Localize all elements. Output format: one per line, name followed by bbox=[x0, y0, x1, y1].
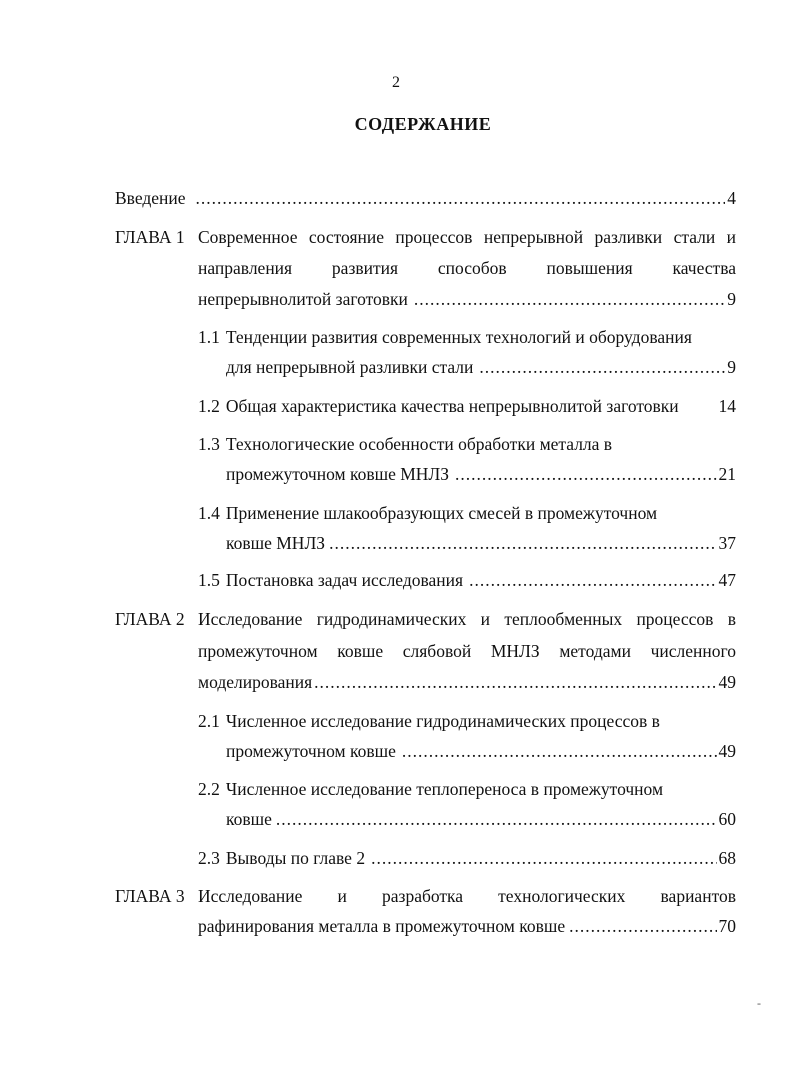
toc-chapter-1-cont bbox=[0, 255, 792, 281]
dot-leader bbox=[455, 461, 716, 487]
toc-section-1-1[interactable] bbox=[0, 324, 792, 350]
toc-section-1-2[interactable] bbox=[0, 393, 792, 419]
dot-leader bbox=[196, 185, 726, 211]
toc-page-number: 49 bbox=[718, 672, 736, 692]
section-title-line: Численное исследование гидродинамических процессов в bbox=[225, 711, 660, 731]
toc-chapter-2-last[interactable] bbox=[0, 669, 792, 695]
chapter-label: ГЛАВА 1 bbox=[115, 227, 185, 247]
dot-leader bbox=[371, 845, 716, 871]
dot-leader bbox=[314, 669, 716, 695]
toc-page-number: 70 bbox=[718, 916, 736, 936]
page-title: СОДЕРЖАНИЕ bbox=[354, 114, 492, 134]
toc-chapter-1-last[interactable] bbox=[0, 286, 792, 312]
dot-leader bbox=[276, 806, 717, 832]
dot-leader bbox=[469, 567, 716, 593]
section-title-line: Выводы по главе 2 bbox=[225, 848, 366, 868]
toc-section-1-1-last[interactable] bbox=[0, 354, 792, 380]
toc-chapter-3-last[interactable] bbox=[0, 913, 792, 939]
chapter-title-line: промежуточном ковше слябовой МНЛЗ методами численного bbox=[198, 641, 736, 661]
toc-chapter-2-cont bbox=[0, 638, 792, 664]
toc-page-number: 37 bbox=[718, 533, 736, 553]
section-number: 2.2 bbox=[198, 779, 220, 799]
section-number: 1.4 bbox=[198, 503, 220, 523]
section-title-line: Общая характеристика качества непрерывнолитой заготовки bbox=[225, 396, 679, 416]
section-title-line: ковше МНЛЗ bbox=[226, 533, 326, 553]
toc-page-number: 68 bbox=[718, 848, 736, 868]
section-title-line: Постановка задач исследования bbox=[225, 570, 464, 590]
section-title-line: для непрерывной разливки стали bbox=[226, 357, 474, 377]
section-title-line: промежуточном ковше МНЛЗ bbox=[226, 464, 450, 484]
section-number: 1.1 bbox=[198, 327, 220, 347]
toc-chapter-1[interactable] bbox=[0, 224, 792, 250]
toc-section-2-3[interactable] bbox=[0, 845, 792, 871]
chapter-title-line: Исследование гидродинамических и теплообменных процессов в bbox=[198, 609, 736, 629]
margin-mark: - bbox=[757, 996, 761, 1010]
toc-section-1-3[interactable] bbox=[0, 431, 792, 457]
toc-page-number: 49 bbox=[718, 741, 736, 761]
toc-section-2-1[interactable] bbox=[0, 708, 792, 734]
chapter-title-line: направления развития способов повышения качества bbox=[198, 258, 736, 278]
section-title-line: Применение шлакообразующих смесей в промежуточном bbox=[225, 503, 658, 523]
page-number: 2 bbox=[392, 74, 400, 91]
dot-leader bbox=[479, 354, 725, 380]
dot-leader bbox=[569, 913, 716, 939]
toc-entry-title: Введение bbox=[115, 188, 186, 208]
toc-page-number: 60 bbox=[718, 809, 736, 829]
toc-section-1-4-last[interactable] bbox=[0, 530, 792, 556]
chapter-title-line: рафинирования металла в промежуточном ковше bbox=[198, 916, 566, 936]
section-number: 1.2 bbox=[198, 396, 220, 416]
section-title-line: промежуточном ковше bbox=[226, 741, 396, 761]
toc-entry-intro[interactable] bbox=[0, 185, 792, 211]
toc-page-number: 21 bbox=[718, 464, 736, 484]
chapter-title-line: Современное состояние процессов непрерывной разливки стали и bbox=[198, 227, 736, 247]
section-number: 2.3 bbox=[198, 848, 220, 868]
section-title-line: Технологические особенности обработки металла в bbox=[225, 434, 613, 454]
chapter-label: ГЛАВА 3 bbox=[115, 886, 185, 906]
section-title-line: Численное исследование теплопереноса в промежуточном bbox=[225, 779, 664, 799]
toc-chapter-2[interactable] bbox=[0, 606, 792, 632]
toc-page-number: 9 bbox=[727, 357, 736, 377]
toc-section-1-5[interactable] bbox=[0, 567, 792, 593]
dot-leader bbox=[414, 286, 725, 312]
toc-section-2-2[interactable] bbox=[0, 776, 792, 802]
section-title-line: Тенденции развития современных технологий и оборудования bbox=[225, 327, 692, 347]
chapter-title-line: Исследование и разработка технологических вариантов bbox=[198, 886, 736, 906]
chapter-title-line: непрерывнолитой заготовки bbox=[198, 289, 408, 309]
section-number: 1.5 bbox=[198, 570, 220, 590]
toc-page-number: 4 bbox=[727, 188, 736, 208]
toc-section-1-3-last[interactable] bbox=[0, 461, 792, 487]
toc-chapter-3[interactable] bbox=[0, 883, 792, 909]
dot-leader bbox=[329, 530, 716, 556]
chapter-label: ГЛАВА 2 bbox=[115, 609, 185, 629]
toc-section-2-2-last[interactable] bbox=[0, 806, 792, 832]
toc-page-number: 47 bbox=[718, 570, 736, 590]
section-number: 1.3 bbox=[198, 434, 220, 454]
toc-section-1-4[interactable] bbox=[0, 500, 792, 526]
toc-page-number: 9 bbox=[727, 289, 736, 309]
section-title-line: ковше bbox=[226, 809, 272, 829]
section-number: 2.1 bbox=[198, 711, 220, 731]
dot-leader bbox=[402, 738, 717, 764]
chapter-title-line: моделирования bbox=[198, 672, 313, 692]
toc-section-2-1-last[interactable] bbox=[0, 738, 792, 764]
toc-page-number: 14 bbox=[718, 396, 736, 416]
